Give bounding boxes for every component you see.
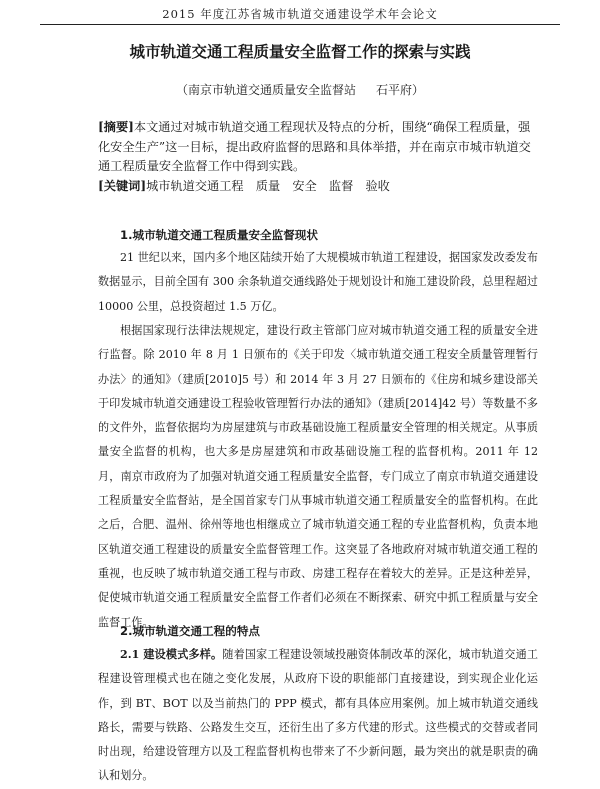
author-name: 石平府） xyxy=(376,83,425,97)
keywords-text: 城市轨道交通工程 质量 安全 监督 验收 xyxy=(146,178,390,193)
running-header: 2015 年度江苏省城市轨道交通建设学术年会论文 xyxy=(162,7,438,21)
affiliation: （南京市轨道交通质量安全监督站 xyxy=(175,83,356,97)
subsection-lead: 2.1 建设模式多样。 xyxy=(120,648,223,661)
keywords-label: [关键词] xyxy=(98,178,147,193)
paragraph-3 xyxy=(98,643,538,789)
section-heading-1: 1.城市轨道交通工程质量安全监督现状 xyxy=(120,228,318,242)
paper-title: 城市轨道交通工程质量安全监督工作的探索与实践 xyxy=(129,43,471,61)
header-rule xyxy=(40,24,560,25)
abstract xyxy=(98,118,538,177)
paragraph-1: 21 世纪以来，国内多个地区陆续开始了大规模城市轨道工程建设，据国家发改委发布数据显示，目前全国有 300 余条轨道交通线路处于规划设计和施工建设阶段，总里程超过 10000 公里，总投资超过 1.5 万亿。 xyxy=(98,251,538,313)
abstract-block xyxy=(98,118,538,196)
section-heading-2: 2.城市轨道交通工程的特点 xyxy=(120,624,261,638)
abstract-label: [摘要] xyxy=(98,120,134,134)
abstract-text: 本文通过对城市轨道交通工程现状及特点的分析，围绕“确保工程质量，强化安全生产”这一目标，提出政府监督的思路和具体举措，并在南京市城市轨道交通工程质量安全监督工作中得到实践。 xyxy=(98,120,531,173)
paragraph-3-text: 随着国家工程建设领域投融资体制改革的深化，城市轨道交通工程建设管理模式也在随之变化发展，从政府下设的职能部门直接建设，到实现企业化运作，到 BT、BOT 以及当前热门的 PPP 模式，都有具体应用案例。加上城市轨道交通线路长，需要与铁路、公路发生交互，还衍生出了多方代建的形式。这些模式的交替或者同时出现，给建设管理方以及工程监督机构也带来了不少新问题，最为突出的就是职责的确认和划分。 xyxy=(98,648,538,783)
author-line xyxy=(40,81,560,98)
keywords xyxy=(98,177,538,197)
paragraph-2: 根据国家现行法律法规规定，建设行政主管部门应对城市轨道交通工程的质量安全进行监督。除 2010 年 8 月 1 日颁布的《关于印发〈城市轨道交通工程安全质量管理暂行办法〉的通知》（建质[2010]5 号）和 2014 年 3 月 27 日颁布的《住房和城乡建设部关于印发城市轨道交通建设工程验收管理暂行办法的通知》（建质[2014]42 号）等数量不多的文件外，监督依据均为房屋建筑与市政基础设施工程质量安全管理的相关规定。从事质量安全监督的机构，也大多是房屋建筑和市政基础设施工程的监督机构。2011 年 12 月，南京市政府为了加强对轨道交通工程质量安全监督，专门成立了南京市轨道交通建设工程质量安全监督站，是全国首家专门从事城市轨道交通工程质量安全的监督机构。在此之后，合肥、温州、徐州等地也相继成立了城市轨道交通工程的专业监督机构，负责本地区轨道交通工程建设的质量安全监督管理工作。这突显了各地政府对城市轨道交通工程的重视，也反映了城市轨道交通工程与市政、房建工程存在着较大的差异。正是这种差异，促使城市轨道交通工程质量安全监督工作者们必须在不断探索、研究中抓工程质量与安全监督工作。 xyxy=(98,324,538,629)
